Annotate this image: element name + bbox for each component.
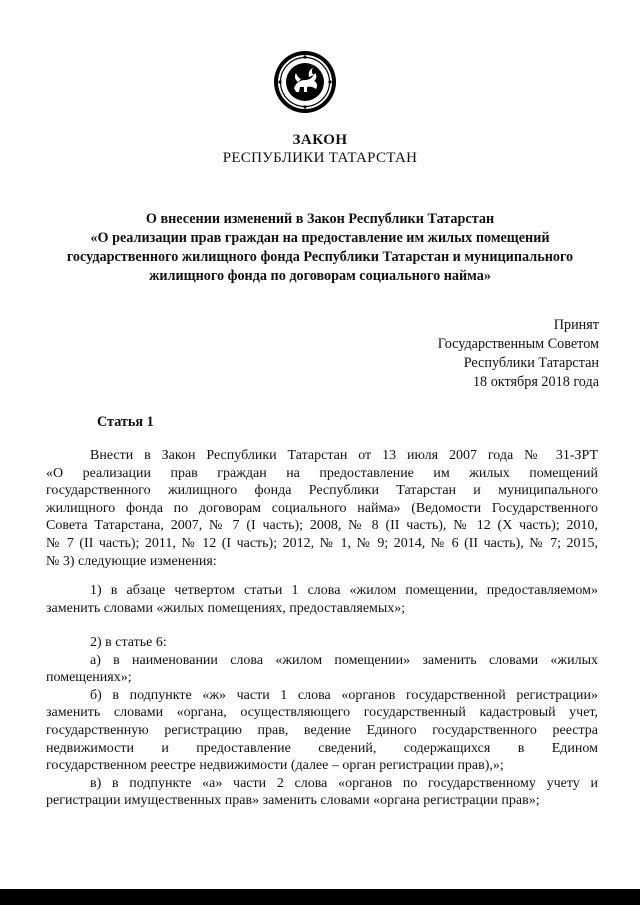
text-line: государственную регистрацию прав, ведение Единого государственного реестра [46,722,598,738]
text-line: 1) в абзаце четвертом статьи 1 слова «жилом помещении, предоставляемом» [90,583,598,598]
heading-line: «О реализации прав граждан на предоставление им жилых помещений [90,230,550,246]
text-line: государственном реестре недвижимости (далее – орган регистрации прав),»; [46,758,504,774]
heading-line: О внесении изменений в Закон Республики Татарстан [145,211,495,227]
article-intro [46,447,598,570]
text-line: регистрации имущественных прав» заменить словами «органа регистрации прав»; [46,793,540,809]
text-line: б) в подпункте «ж» части 1 слова «органов государственной регистрации» [90,687,598,703]
text-line: № 7 (II часть); 2011, № 12 (I часть); 2012, № 1, № 9; 2014, № 6 (II часть), № 7; 2015, [46,535,598,551]
law-title: ЗАКОН [292,132,348,148]
text-line: Совета Татарстана, 2007, № 7 (I часть); 2008, № 8 (II часть), № 12 (X часть); 2010, [46,518,598,534]
text-line: Внести в Закон Республики Татарстан от 13 июля 2007 года № 31-ЗРТ [90,448,598,463]
scan-bottom-edge [0,889,640,905]
text-line: помещениях»; [46,670,132,686]
text-line: недвижимости и предоставление сведений, содержащихся в Едином [46,740,598,756]
amendment-item-1 [46,582,598,617]
text-line: государственного жилищного фонда Республики Татарстан и муниципального [46,483,598,499]
text-line: «О реализации прав граждан на предоставление им жилых помещений [46,465,598,481]
text-line: а) в наименовании слова «жилом помещении» заменить словами «жилых [90,652,598,668]
text-line: заменить словами «органа, осуществляющего государственный кадастровый учет, [46,705,598,721]
text-line: в) в подпункте «а» части 2 слова «органов по государственному учету и [90,775,598,791]
text-line: № 3) следующие изменения: [46,553,217,569]
heading-line: жилищного фонда по договорам социального найма» [149,268,491,284]
text-line: заменить словами «жилых помещениях, предоставляемых»; [46,600,406,616]
tatarstan-emblem-icon [273,50,337,114]
text-line: 2) в статье 6: [90,635,167,650]
amendment-item-2 [46,634,598,810]
adopted-by: Государственным Советом [437,336,599,352]
adopted-republic: Республики Татарстан [463,355,599,371]
adoption-block [438,316,599,392]
article-title: Статья 1 [97,414,154,430]
text-line: жилищного фонда по договорам социального найма» (Ведомости Государственного [46,500,598,516]
adopted-date: 18 октября 2018 года [472,374,599,390]
heading-line: государственного жилищного фонда Республики Татарстан и муниципального [66,249,574,265]
adopted-label: Принят [553,317,599,333]
document-heading [60,210,580,286]
republic-title: РЕСПУБЛИКИ ТАТАРСТАН [222,150,418,166]
